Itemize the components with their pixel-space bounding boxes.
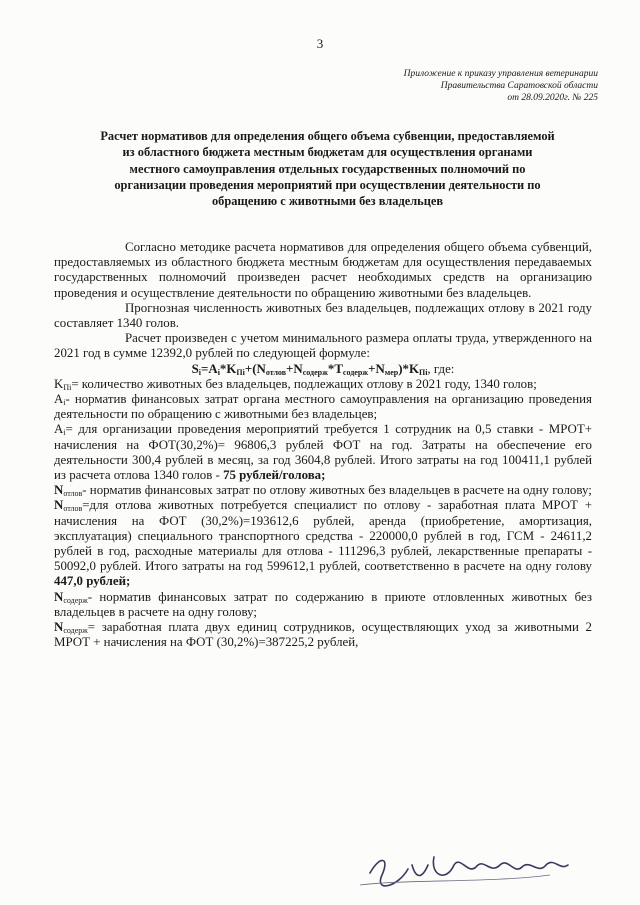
definition-n-otlov: $N_{отлов}-$ норматив финансовых затрат по отлову животных без владельцев в расчете на одну голову; (54, 483, 592, 499)
paragraph-methodology: Согласно методике расчета нормативов для определения общего объема субвенций, предоставляемых из областного бюджета местным бюджетам для осуществления передаваемых государственных полномочий произведен расчет необходимых средств на организацию проведения и осуществление деятельности по обращению животными без владельцев. (54, 240, 592, 300)
definition-n-soderzh: $N_{содерж}-$ норматив финансовых затрат по содержанию в приюте отловленных животных без владельцев в расчете на одну голову; (54, 589, 592, 619)
document-body (54, 240, 592, 650)
definition-n-otlov-calculation: $N_{отлов}=для$ отлова животных потребуется специалист по отлову - заработная плата МРОТ + начисления на ФОТ (30,2%)=193612,6 рублей, аренда (приобретение, амортизация, эксплуатация) специального транспортного средства - 220000,0 рублей в год, ГСМ - 24611,2 рублей в год, расходные материалы для отлова - 111296,3 рублей, лекарственные препараты - 50092,0 рублей. Итого затраты на год 599612,1 рублей, соответственно в расчете на одну голову 447,0 рублей; (54, 498, 592, 589)
definition-a-calculation: $A_i=$ для организации проведения мероприятий требуется 1 сотрудник на 0,5 ставки - МРОТ+ начисления на ФОТ(30,2%)= 96806,3 рублей ФОТ на год. Затраты на обеспечение его деятельности 300,4 рублей в месяц, за год 3604,8 рублей. Итого затраты на год 100411,1 рублей из расчета отлова 1340 голов - 75 рублей/голова; (54, 422, 592, 483)
appendix-line-1: Приложение к приказу управления ветеринарии (403, 69, 598, 79)
handwritten-signature (350, 835, 580, 895)
appendix-line-3: от 28.09.2020г. № 225 (507, 93, 598, 103)
document-title: Расчет нормативов для определения общего объема субвенции, предоставляемой из областного бюджета местным бюджетам для осуществления органами местного самоуправления отдельных государственных полномочий по организации проведения мероприятий при осуществлении деятельности по обращению с животными без владельцев (100, 129, 555, 209)
appendix-line-2: Правительства Саратовской области (440, 81, 598, 91)
paragraph-forecast: Прогнозная численность животных без владельцев, подлежащих отлову в 2021 году составляет 1340 голов. (54, 300, 592, 331)
formula: $S_i=A_i*K_{Пi}+(N_{отлов}+N_{содерж}*T_{содерж}+N_{мер})*K_{Пi}$, где: (191, 361, 455, 377)
page-number: 3 (316, 36, 324, 51)
paragraph-calculation: Расчет произведен с учетом минимального размера оплаты труда, утвержденного на 2021 год в сумме 12392,0 рублей по следующей формуле: (54, 331, 592, 361)
definition-k: $K_{Пi}=$ количество животных без владельцев, подлежащих отлову в 2021 году, 1340 голов; (54, 376, 537, 392)
definition-n-soderzh-calculation: $N_{содерж}=$ заработная плата двух единиц сотрудников, осуществляющих уход за животными 2 МРОТ + начисления на ФОТ (30,2%)=387225,2 рублей, (54, 620, 592, 650)
definition-a: $A_i-$ норматив финансовых затрат органа местного самоуправления на организацию проведения деятельности по обращению с животными без владельцев; (54, 392, 592, 422)
appendix-note (338, 68, 598, 104)
